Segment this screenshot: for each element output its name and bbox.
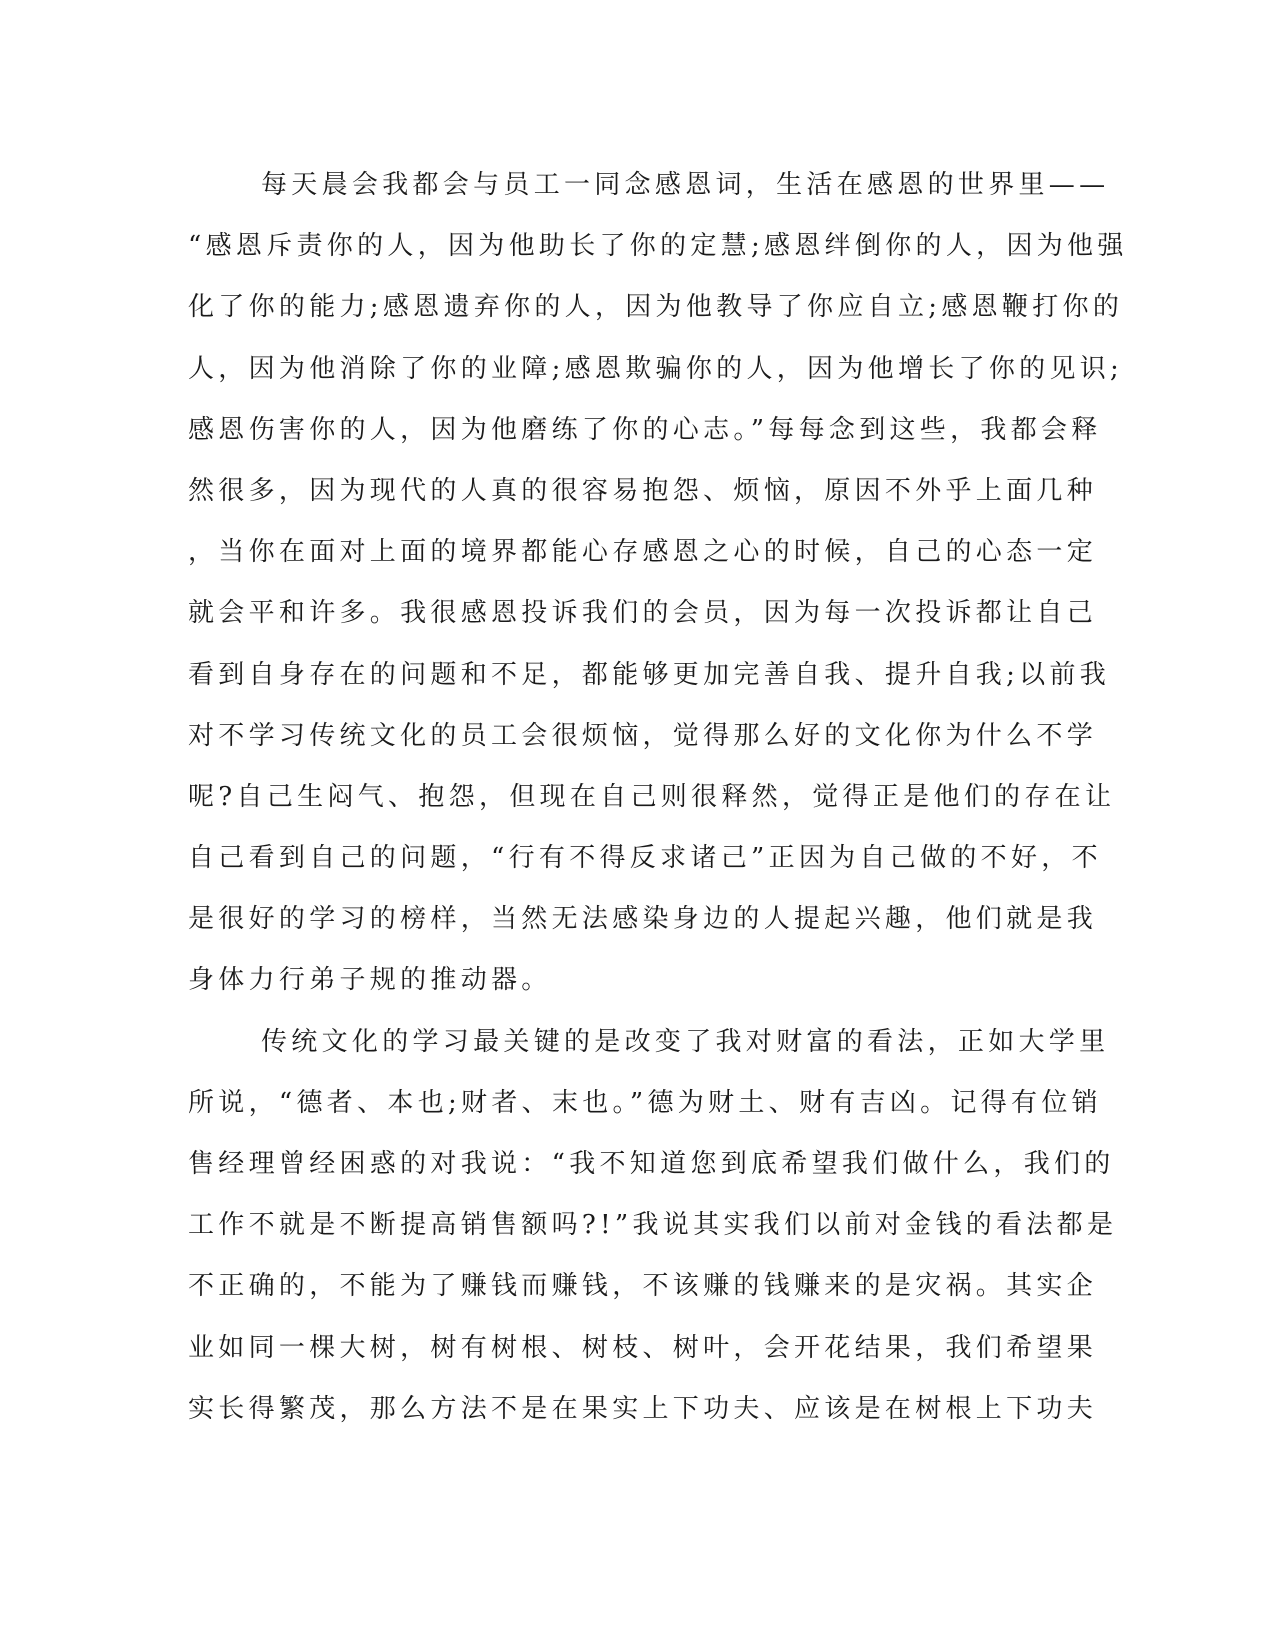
paragraph-2 — [188, 1012, 1118, 1440]
text-line: 实长得繁茂，那么方法不是在果实上下功夫、应该是在树根上下功夫 — [188, 1393, 1098, 1424]
text-line: ，当你在面对上面的境界都能心存感恩之心的时候，自己的心态一定 — [188, 537, 1098, 568]
text-line: 人，因为他消除了你的业障;感恩欺骗你的人，因为他增长了你的见识; — [188, 353, 1124, 384]
text-line: 是很好的学习的榜样，当然无法感染身边的人提起兴趣，他们就是我 — [188, 904, 1098, 935]
text-line: 就会平和许多。我很感恩投诉我们的会员，因为每一次投诉都让自己 — [188, 598, 1098, 629]
text-line: 化了你的能力;感恩遗弃你的人，因为他教导了你应自立;感恩鞭打你的 — [188, 292, 1124, 323]
body-text — [188, 155, 1128, 1440]
text-line: 业如同一棵大树，树有树根、树枝、树叶，会开花结果，我们希望果 — [188, 1332, 1098, 1363]
text-line: 不正确的，不能为了赚钱而赚钱，不该赚的钱赚来的是灾祸。其实企 — [188, 1271, 1098, 1302]
text-line: 每天晨会我都会与员工一同念感恩词，生活在感恩的世界里—— — [261, 170, 1110, 200]
text-line: 然很多，因为现代的人真的很容易抱怨、烦恼，原因不外乎上面几种 — [188, 475, 1098, 506]
text-line: 对不学习传统文化的员工会很烦恼，觉得那么好的文化你为什么不学 — [188, 720, 1098, 751]
paragraph-1 — [188, 155, 1128, 1012]
text-line: 身体力行弟子规的推动器。 — [188, 965, 552, 996]
text-line: “感恩斥责你的人，因为他助长了你的定慧;感恩绊倒你的人，因为他强 — [188, 231, 1128, 262]
text-line: 所说，“德者、本也;财者、末也。”德为财土、财有吉凶。记得有位销 — [188, 1087, 1102, 1118]
text-line: 传统文化的学习最关键的是改变了我对财富的看法，正如大学里 — [261, 1026, 1110, 1057]
text-line: 工作不就是不断提高销售额吗?!”我说其实我们以前对金钱的看法都是 — [188, 1210, 1118, 1241]
text-line: 自己看到自己的问题，“行有不得反求诸己”正因为自己做的不好，不 — [188, 843, 1102, 874]
text-line: 呢?自己生闷气、抱怨，但现在自己则很释然，觉得正是他们的存在让 — [188, 781, 1116, 812]
text-line: 感恩伤害你的人，因为他磨练了你的心志。”每每念到这些，我都会释 — [188, 414, 1102, 445]
text-line: 看到自身存在的问题和不足，都能够更加完善自我、提升自我;以前我 — [188, 659, 1111, 690]
text-line: 售经理曾经困惑的对我说：“我不知道您到底希望我们做什么，我们的 — [188, 1149, 1115, 1179]
